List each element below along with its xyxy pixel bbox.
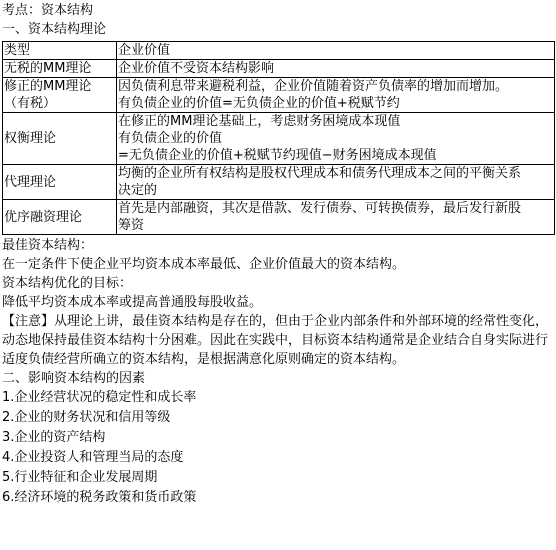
theory-value-text: 因负债利息带来避税利益，企业价值随着资产负债率的增加而增加。 (118, 79, 509, 94)
list-item: 1.企业经营状况的稳定性和成长率 (2, 390, 197, 405)
table-header-row (3, 42, 555, 60)
table-row (3, 165, 555, 200)
table-row (3, 60, 555, 78)
section1-title: 一、资本结构理论 (2, 22, 107, 37)
optimization-goal-text: 降低平均资本成本率或提高普通股每股收益。 (2, 295, 263, 310)
list-item: 3.企业的资产结构 (2, 430, 106, 445)
theory-type-text: 权衡理论 (4, 131, 57, 146)
theory-value-text: 决定的 (118, 183, 158, 198)
theory-type-cell (3, 200, 117, 235)
theory-value-text: =无负债企业的价值+税赋节约现值−财务困境成本现值 (118, 148, 437, 163)
list-item: 2.企业的财务状况和信用等级 (2, 410, 171, 425)
theory-value-text: 首先是内部融资，其次是借款、发行债券、可转换债券，最后发行新股 (118, 201, 522, 216)
theory-type-text: 无税的MM理论 (4, 61, 92, 76)
list-item: 4.企业投资人和管理当局的态度 (2, 450, 184, 465)
factor-list (2, 388, 554, 508)
capital-structure-theory-table (2, 41, 555, 235)
theory-value-text: 筹资 (118, 218, 145, 233)
theory-type-text: 优序融资理论 (4, 209, 83, 225)
theory-value-cell (117, 60, 555, 78)
table-row (3, 113, 555, 165)
theory-type-cell (3, 78, 117, 113)
header-cell-value: 企业价值 (117, 42, 555, 60)
theory-value-text: 在修正的MM理论基础上，考虑财务困境成本现值 (118, 114, 401, 129)
theory-type-text: （有税） (4, 96, 57, 111)
theory-type-text: 修正的MM理论 (4, 79, 92, 94)
theory-type-cell (3, 113, 117, 165)
theory-value-cell (117, 200, 555, 235)
table-row (3, 78, 555, 113)
topic-heading: 考点：资本结构 (2, 3, 94, 18)
note-paragraph: 【注意】从理论上讲，最佳资本结构是存在的，但由于企业内部条件和外部环境的经常性变化，动态地保持最佳资本结构十分困难。因此在实践中，目标资本结构通常是企业结合自身实际进行适度负债经营所确立的资本结构，是根据满意化原则确定的资本结构。 (2, 314, 549, 367)
theory-value-text: 均衡的企业所有权结构是股权代理成本和债务代理成本之间的平衡关系 (118, 166, 522, 181)
theory-type-text: 代理理论 (4, 174, 57, 190)
theory-value-cell (117, 165, 555, 200)
theory-value-cell (117, 78, 555, 113)
header-cell-type: 类型 (3, 42, 117, 60)
table-row (3, 200, 555, 235)
theory-value-text: 有负债企业的价值=无负债企业的价值+税赋节约 (118, 96, 400, 111)
optimal-structure-title: 最佳资本结构： (2, 238, 94, 253)
list-item: 6.经济环境的税务政策和货币政策 (2, 490, 197, 505)
theory-type-cell (3, 165, 117, 200)
list-item: 5.行业特征和企业发展周期 (2, 470, 158, 485)
theory-type-cell (3, 60, 117, 78)
theory-value-cell (117, 113, 555, 165)
optimal-structure-text: 在一定条件下使企业平均资本成本率最低、企业价值最大的资本结构。 (2, 257, 406, 272)
optimization-goal-title: 资本结构优化的目标： (2, 276, 133, 291)
theory-value-text: 企业价值不受资本结构影响 (118, 61, 275, 76)
theory-value-text: 有负债企业的价值 (118, 131, 223, 146)
section2-title: 二、影响资本结构的因素 (2, 371, 146, 386)
